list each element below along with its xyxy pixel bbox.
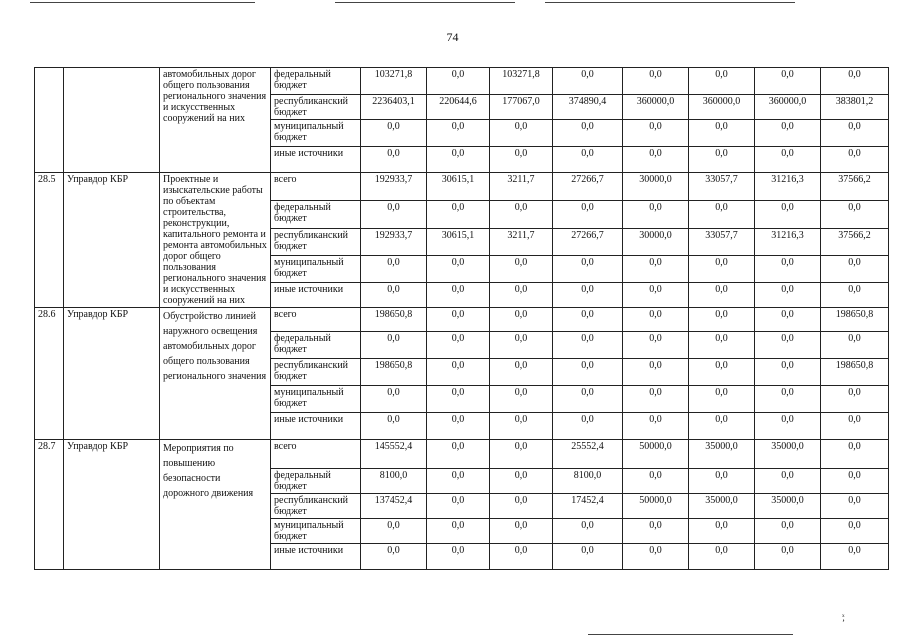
funding-source: муниципальный бюджет (271, 256, 361, 283)
value-cell: 0,0 (427, 413, 490, 440)
top-rule-mid (335, 2, 515, 3)
value-cell: 25552,4 (553, 440, 623, 469)
value-cell: 0,0 (490, 386, 553, 413)
table-row (35, 68, 889, 95)
top-rule-left (30, 2, 255, 3)
value-cell: 0,0 (623, 544, 689, 570)
value-cell: 137452,4 (361, 494, 427, 519)
item-index: 28.5 (35, 173, 64, 308)
activity-description: автомобильных дорог общего пользования регионального значения и искусственных сооружений на них (160, 68, 271, 173)
funding-source: всего (271, 173, 361, 201)
value-cell: 0,0 (553, 308, 623, 332)
value-cell: 35000,0 (755, 440, 821, 469)
value-cell: 0,0 (553, 413, 623, 440)
value-cell: 0,0 (623, 120, 689, 147)
value-cell: 0,0 (821, 440, 889, 469)
value-cell: 0,0 (689, 68, 755, 95)
item-index (35, 68, 64, 173)
value-cell: 360000,0 (755, 95, 821, 120)
value-cell: 0,0 (361, 519, 427, 544)
funding-source: иные источники (271, 147, 361, 173)
funding-source: федеральный бюджет (271, 201, 361, 229)
value-cell: 50000,0 (623, 440, 689, 469)
activity-description: Проектные и изыскательские работы по объектам строительства, реконструкции, капитального ремонта и ремонта автомобильных дорог общего пользования регионального значения и искусственных сооружений на них (160, 173, 271, 308)
value-cell: 17452,4 (553, 494, 623, 519)
value-cell: 383801,2 (821, 95, 889, 120)
value-cell: 50000,0 (623, 494, 689, 519)
value-cell: 0,0 (689, 332, 755, 359)
funding-source: иные источники (271, 544, 361, 570)
value-cell: 0,0 (623, 359, 689, 386)
funding-source: республиканский бюджет (271, 95, 361, 120)
value-cell: 0,0 (427, 68, 490, 95)
value-cell: 37566,2 (821, 173, 889, 201)
value-cell: 0,0 (427, 332, 490, 359)
table-row (35, 308, 889, 332)
value-cell: 198650,8 (361, 308, 427, 332)
value-cell: 0,0 (623, 469, 689, 494)
value-cell: 0,0 (755, 283, 821, 308)
funding-source: всего (271, 440, 361, 469)
value-cell: 0,0 (689, 519, 755, 544)
value-cell: 0,0 (821, 494, 889, 519)
value-cell: 0,0 (689, 359, 755, 386)
table-row (35, 440, 889, 469)
value-cell: 145552,4 (361, 440, 427, 469)
value-cell: 192933,7 (361, 229, 427, 256)
value-cell: 0,0 (623, 386, 689, 413)
value-cell: 0,0 (427, 201, 490, 229)
value-cell: 0,0 (361, 332, 427, 359)
funding-source: республиканский бюджет (271, 494, 361, 519)
value-cell: 0,0 (821, 413, 889, 440)
value-cell: 0,0 (427, 256, 490, 283)
value-cell: 0,0 (361, 386, 427, 413)
organization: Управдор КБР (64, 308, 160, 440)
funding-source: федеральный бюджет (271, 68, 361, 95)
value-cell: 0,0 (623, 147, 689, 173)
value-cell: 30000,0 (623, 229, 689, 256)
value-cell: 0,0 (553, 256, 623, 283)
funding-source: федеральный бюджет (271, 332, 361, 359)
value-cell: 0,0 (821, 68, 889, 95)
value-cell: 0,0 (490, 256, 553, 283)
funding-source: федеральный бюджет (271, 469, 361, 494)
funding-source: республиканский бюджет (271, 359, 361, 386)
value-cell: 0,0 (755, 332, 821, 359)
value-cell: 0,0 (689, 120, 755, 147)
value-cell: 0,0 (490, 413, 553, 440)
value-cell: 0,0 (553, 201, 623, 229)
value-cell: 8100,0 (553, 469, 623, 494)
value-cell: 0,0 (755, 308, 821, 332)
value-cell: 0,0 (553, 120, 623, 147)
value-cell: 0,0 (821, 469, 889, 494)
value-cell: 0,0 (427, 283, 490, 308)
value-cell: 0,0 (755, 68, 821, 95)
value-cell: 0,0 (490, 332, 553, 359)
value-cell: 0,0 (821, 283, 889, 308)
value-cell: 0,0 (821, 256, 889, 283)
value-cell: 30615,1 (427, 173, 490, 201)
value-cell: 0,0 (689, 147, 755, 173)
value-cell: 0,0 (623, 68, 689, 95)
value-cell: 0,0 (361, 413, 427, 440)
value-cell: 35000,0 (689, 440, 755, 469)
value-cell: 0,0 (361, 256, 427, 283)
value-cell: 0,0 (689, 201, 755, 229)
value-cell: 0,0 (427, 308, 490, 332)
value-cell: 0,0 (427, 359, 490, 386)
value-cell: 0,0 (490, 544, 553, 570)
value-cell: 0,0 (490, 440, 553, 469)
value-cell: 220644,6 (427, 95, 490, 120)
value-cell: 0,0 (821, 386, 889, 413)
value-cell: 0,0 (427, 120, 490, 147)
value-cell: 31216,3 (755, 173, 821, 201)
value-cell: 2236403,1 (361, 95, 427, 120)
funding-source: иные источники (271, 413, 361, 440)
value-cell: 0,0 (821, 201, 889, 229)
value-cell: 0,0 (490, 283, 553, 308)
value-cell: 0,0 (553, 283, 623, 308)
value-cell: 0,0 (755, 256, 821, 283)
value-cell: 0,0 (490, 147, 553, 173)
value-cell: 0,0 (361, 544, 427, 570)
value-cell: 0,0 (427, 544, 490, 570)
value-cell: 3211,7 (490, 229, 553, 256)
value-cell: 0,0 (755, 544, 821, 570)
value-cell: 0,0 (490, 494, 553, 519)
activity-description: Мероприятия по повышению безопасности дорожного движения (160, 440, 271, 570)
value-cell: 30615,1 (427, 229, 490, 256)
value-cell: 103271,8 (361, 68, 427, 95)
value-cell: 0,0 (361, 283, 427, 308)
value-cell: 0,0 (427, 147, 490, 173)
value-cell: 198650,8 (821, 359, 889, 386)
value-cell: 0,0 (427, 494, 490, 519)
value-cell: 0,0 (427, 469, 490, 494)
value-cell: 0,0 (689, 413, 755, 440)
value-cell: 374890,4 (553, 95, 623, 120)
value-cell: 0,0 (490, 201, 553, 229)
table-row (35, 173, 889, 201)
value-cell: 3211,7 (490, 173, 553, 201)
value-cell: 0,0 (623, 201, 689, 229)
value-cell: 0,0 (623, 519, 689, 544)
funding-source: муниципальный бюджет (271, 120, 361, 147)
value-cell: 0,0 (821, 120, 889, 147)
funding-source: всего (271, 308, 361, 332)
top-rule-right (545, 2, 795, 3)
value-cell: 27266,7 (553, 229, 623, 256)
value-cell: 0,0 (427, 386, 490, 413)
value-cell: 177067,0 (490, 95, 553, 120)
value-cell: 0,0 (553, 386, 623, 413)
footer-marks: ₓ ʼ (842, 608, 867, 628)
value-cell: 0,0 (755, 469, 821, 494)
value-cell: 0,0 (427, 440, 490, 469)
value-cell: 0,0 (689, 544, 755, 570)
value-cell: 192933,7 (361, 173, 427, 201)
budget-table (34, 67, 889, 570)
value-cell: 0,0 (821, 332, 889, 359)
value-cell: 33057,7 (689, 173, 755, 201)
value-cell: 360000,0 (623, 95, 689, 120)
item-index: 28.7 (35, 440, 64, 570)
value-cell: 198650,8 (821, 308, 889, 332)
item-index: 28.6 (35, 308, 64, 440)
value-cell: 198650,8 (361, 359, 427, 386)
funding-source: муниципальный бюджет (271, 519, 361, 544)
funding-source: республиканский бюджет (271, 229, 361, 256)
value-cell: 0,0 (623, 413, 689, 440)
value-cell: 0,0 (427, 519, 490, 544)
value-cell: 33057,7 (689, 229, 755, 256)
funding-source: муниципальный бюджет (271, 386, 361, 413)
value-cell: 35000,0 (689, 494, 755, 519)
value-cell: 0,0 (553, 359, 623, 386)
value-cell: 30000,0 (623, 173, 689, 201)
organization (64, 68, 160, 173)
value-cell: 0,0 (553, 544, 623, 570)
value-cell: 0,0 (623, 283, 689, 308)
value-cell: 0,0 (553, 68, 623, 95)
value-cell: 0,0 (755, 359, 821, 386)
value-cell: 360000,0 (689, 95, 755, 120)
value-cell: 0,0 (553, 332, 623, 359)
organization: Управдор КБР (64, 440, 160, 570)
value-cell: 31216,3 (755, 229, 821, 256)
value-cell: 0,0 (623, 308, 689, 332)
page-number: 74 (446, 30, 459, 44)
bottom-rule (588, 634, 793, 635)
value-cell: 0,0 (361, 120, 427, 147)
value-cell: 0,0 (689, 283, 755, 308)
value-cell: 8100,0 (361, 469, 427, 494)
value-cell: 103271,8 (490, 68, 553, 95)
value-cell: 0,0 (755, 519, 821, 544)
organization: Управдор КБР (64, 173, 160, 308)
funding-source: иные источники (271, 283, 361, 308)
value-cell: 0,0 (689, 469, 755, 494)
value-cell: 0,0 (490, 359, 553, 386)
value-cell: 0,0 (623, 332, 689, 359)
value-cell: 0,0 (755, 120, 821, 147)
value-cell: 35000,0 (755, 494, 821, 519)
value-cell: 0,0 (490, 120, 553, 147)
value-cell: 0,0 (553, 519, 623, 544)
value-cell: 0,0 (821, 544, 889, 570)
value-cell: 0,0 (689, 386, 755, 413)
value-cell: 0,0 (755, 201, 821, 229)
activity-description: Обустройство линией наружного освещения автомобильных дорог общего пользования регионального значения (160, 308, 271, 440)
value-cell: 0,0 (755, 386, 821, 413)
value-cell: 0,0 (490, 308, 553, 332)
value-cell: 0,0 (490, 519, 553, 544)
value-cell: 0,0 (361, 147, 427, 173)
value-cell: 0,0 (689, 308, 755, 332)
value-cell: 0,0 (361, 201, 427, 229)
value-cell: 0,0 (553, 147, 623, 173)
value-cell: 0,0 (755, 413, 821, 440)
value-cell: 0,0 (755, 147, 821, 173)
value-cell: 37566,2 (821, 229, 889, 256)
value-cell: 0,0 (821, 147, 889, 173)
value-cell: 0,0 (490, 469, 553, 494)
value-cell: 27266,7 (553, 173, 623, 201)
value-cell: 0,0 (689, 256, 755, 283)
value-cell: 0,0 (623, 256, 689, 283)
value-cell: 0,0 (821, 519, 889, 544)
